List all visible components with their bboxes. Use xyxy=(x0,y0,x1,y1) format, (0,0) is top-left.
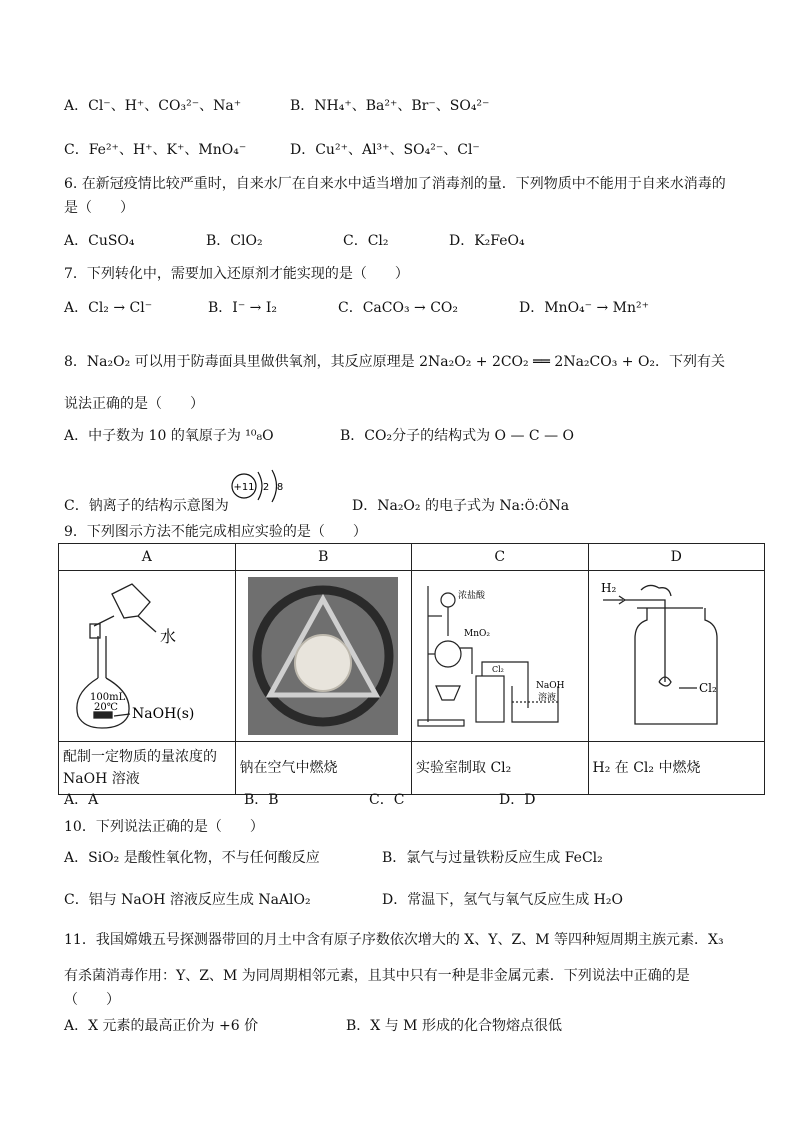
header-c: C xyxy=(412,544,589,571)
caption-d: H₂ 在 Cl₂ 中燃烧 xyxy=(588,742,765,795)
q7-option-a: A．Cl₂ → Cl⁻ xyxy=(64,300,153,316)
figure-a-cell xyxy=(59,571,236,742)
flask-temp-label: 20℃ xyxy=(93,702,118,713)
q6-option-c: C．Cl₂ xyxy=(343,233,389,249)
stand-base xyxy=(418,720,464,726)
figure-c-cell xyxy=(412,571,589,742)
figure-b-cell xyxy=(235,571,412,742)
q10-option-c: C．铝与 NaOH 溶液反应生成 NaAlO₂ xyxy=(64,892,311,908)
q5-option-a: A．Cl⁻、H⁺、CO₃²⁻、Na⁺ xyxy=(64,98,242,114)
q11-option-a: A．X 元素的最高正价为 +6 价 xyxy=(64,1018,259,1034)
q10-option-a: A．SiO₂ 是酸性氧化物，不与任何酸反应 xyxy=(64,850,320,866)
delivery-tube-2 xyxy=(482,662,528,708)
round-flask xyxy=(435,641,461,667)
volumetric-flask-figure xyxy=(64,576,230,736)
cl2-small-label: Cl₂ xyxy=(492,665,504,674)
hcl-label: 浓盐酸 xyxy=(458,591,486,601)
gas-jar xyxy=(635,608,717,724)
q7-option-c: C．CaCO₃ → CO₂ xyxy=(338,300,459,316)
shell-1-count: 2 xyxy=(262,482,270,493)
beaker-shape xyxy=(112,584,150,618)
q8-option-b: B．CO₂分子的结构式为 O — C — O xyxy=(340,428,575,444)
q5-option-d: D．Cu²⁺、Al³⁺、SO₄²⁻、Cl⁻ xyxy=(290,142,480,158)
h2-label: H₂ xyxy=(601,581,617,595)
q10-option-b: B．氯气与过量铁粉反应生成 FeCl₂ xyxy=(382,850,603,866)
water-leader xyxy=(138,616,156,632)
beaker xyxy=(512,686,558,722)
q11-stem-line1: 11．我国嫦娥五号探测器带回的月土中含有原子序数依次增大的 X、Y、Z、M 等四种短周期主族元素．X₃ xyxy=(64,932,724,948)
flame-smoke xyxy=(641,585,671,596)
q6-option-d: D．K₂FeO₄ xyxy=(449,233,525,249)
header-d: D xyxy=(588,544,765,571)
q8-option-c: C．钠离子的结构示意图为 xyxy=(64,498,229,514)
cl2-label: Cl₂ xyxy=(699,681,718,695)
caption-a: 配制一定物质的量浓度的 NaOH 溶液 xyxy=(59,742,236,795)
sodium-ion-diagram xyxy=(228,464,298,508)
q6-option-a: A．CuSO₄ xyxy=(64,233,135,249)
q7-option-b: B．I⁻ → I₂ xyxy=(208,300,277,316)
funnel-bulb xyxy=(441,593,455,607)
mno2-label: MnO₂ xyxy=(464,629,490,639)
q9-experiment-table xyxy=(58,543,765,795)
crucible xyxy=(295,635,351,691)
q9-option-d: D．D xyxy=(499,792,536,808)
q9-stem: 9．下列图示方法不能完成相应实验的是（ ） xyxy=(64,524,367,540)
caption-c: 实验室制取 Cl₂ xyxy=(412,742,589,795)
q11-stem-line2: 有杀菌消毒作用：Y、Z、M 为同周期相邻元素，且其中只有一种是非金属元素．下列说法中正确的是 xyxy=(64,968,690,984)
q8-d-prefix: D．Na₂O₂ 的电子式为 Na: xyxy=(352,498,525,514)
caption-b: 钠在空气中燃烧 xyxy=(235,742,412,795)
naoh-solution-label-2: 溶液 xyxy=(538,693,557,703)
shell-arc-2 xyxy=(272,470,277,502)
q8-stem-line1: 8．Na₂O₂ 可以用于防毒面具里做供氧剂，其反应原理是 2Na₂O₂ + 2CO₂ ══ 2Na₂CO₃ + O₂．下列有关 xyxy=(64,354,726,370)
q9-option-c: C．C xyxy=(369,792,405,808)
naoh-solid-label: NaOH(s) xyxy=(131,706,195,722)
header-b: B xyxy=(235,544,412,571)
q11-stem-line3: （ ） xyxy=(64,992,120,1008)
water-label: 水 xyxy=(159,627,176,646)
q10-stem: 10．下列说法正确的是（ ） xyxy=(64,819,264,835)
naoh-solution-label-1: NaOH xyxy=(536,681,565,691)
q6-stem-line1: 6. 在新冠疫情比较严重时，自来水厂在自来水中适当增加了消毒剂的量．下列物质中不能用于自来水消毒的 xyxy=(64,176,726,192)
q5-option-c: C．Fe²⁺、H⁺、K⁺、MnO₄⁻ xyxy=(64,142,247,158)
q11-option-b: B．X 与 M 形成的化合物熔点很低 xyxy=(346,1018,562,1034)
figure-d-cell xyxy=(588,571,765,742)
nucleus-charge: +11 xyxy=(233,482,255,493)
shell-arc-1 xyxy=(258,472,262,500)
hydrogen-burning-figure xyxy=(593,576,759,736)
shell-2-count: 8 xyxy=(276,482,284,493)
q8-d-suffix: Na xyxy=(548,498,570,514)
header-a: A xyxy=(59,544,236,571)
flask-volume-label: 100mL xyxy=(89,692,125,703)
q7-option-d: D．MnO₄⁻ → Mn²⁺ xyxy=(519,300,650,316)
q6-stem-line2: 是（ ） xyxy=(64,200,134,216)
q7-stem: 7．下列转化中，需要加入还原剂才能实现的是（ ） xyxy=(64,266,409,282)
q8-stem-line2: 说法正确的是（ ） xyxy=(64,396,204,412)
q8-option-d xyxy=(352,496,569,516)
q5-option-b: B．NH₄⁺、Ba²⁺、Br⁻、SO₄²⁻ xyxy=(290,98,490,114)
q9-option-a: A．A xyxy=(64,792,99,808)
chlorine-apparatus-figure xyxy=(412,576,592,736)
delivery-tube-1 xyxy=(460,648,472,674)
q8-option-a: A．中子数为 10 的氧原子为 ¹⁰₈O xyxy=(64,428,274,444)
sodium-burning-photo xyxy=(248,577,398,735)
alcohol-lamp xyxy=(436,686,460,700)
gas-tube xyxy=(625,600,665,682)
q9-option-b: B．B xyxy=(244,792,279,808)
q10-option-d: D．常温下，氢气与氧气反应生成 H₂O xyxy=(382,892,623,908)
q8-d-mid: Ö:Ö xyxy=(524,499,549,513)
gas-collecting-bottle xyxy=(476,676,504,722)
q6-option-b: B．ClO₂ xyxy=(206,233,263,249)
